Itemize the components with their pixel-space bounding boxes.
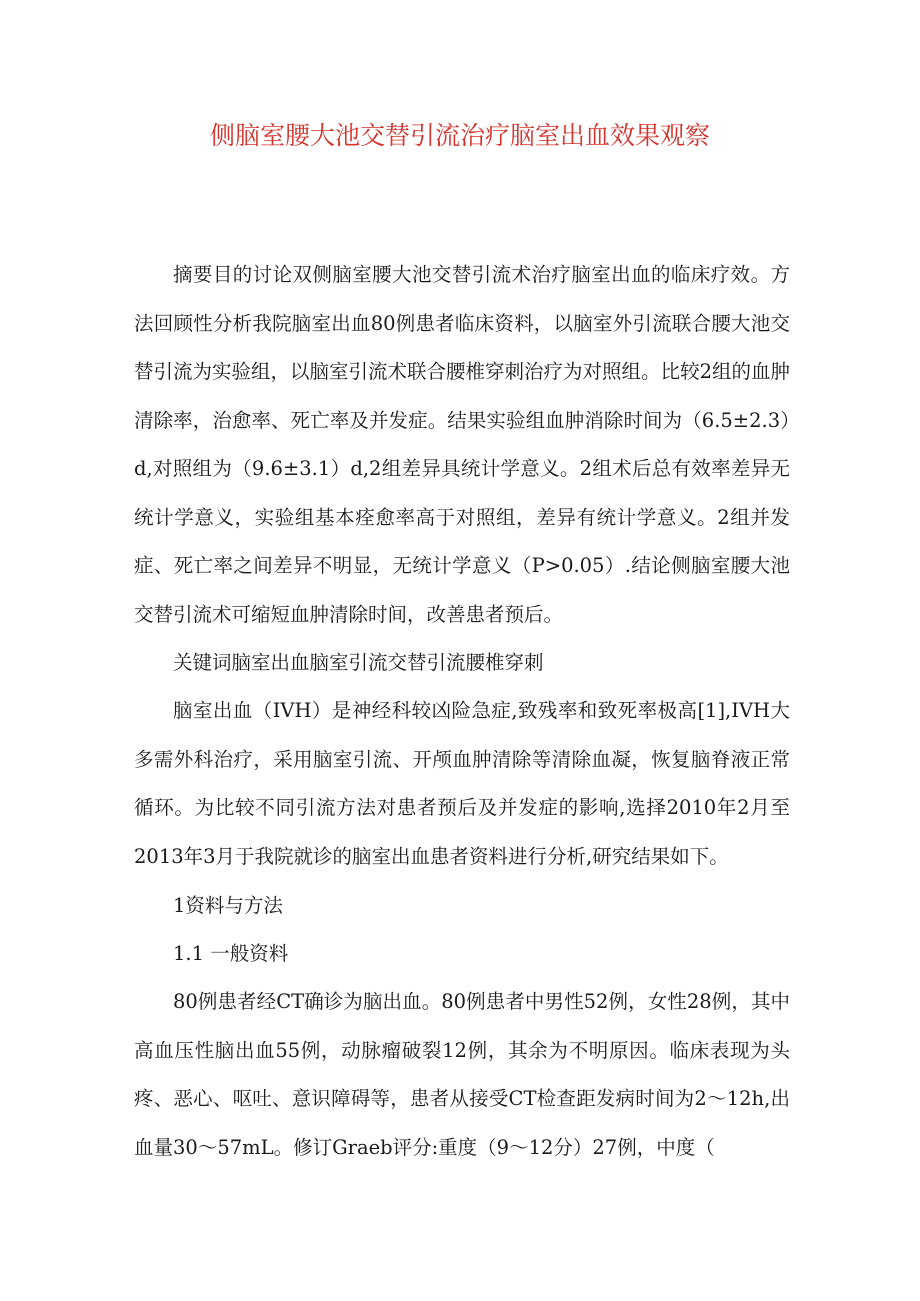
intro-paragraph [134, 687, 790, 881]
section-heading [134, 882, 790, 931]
intro-text: 脑室出血（IVH）是神经科较凶险急症,致残率和致死率极高[1],IVH大多需外科治疗，采用脑室引流、开颅血肿清除等清除血凝，恢复脑脊液正常循环。为比较不同引流方法对患者预后及并发症的影响,选择2010年2月至2013年3月于我院就诊的脑室出血患者资料进行分析,研究结果如下。 [134, 699, 790, 868]
general-data-text: 80例患者经CT确诊为脑出血。80例患者中男性52例，女性28例，其中高血压性脑出血55例，动脉瘤破裂12例，其余为不明原因。临床表现为头疼、恶心、呕吐、意识障碍等，患者从接受CT检查距发病时间为2～12h,出血量30～57mL。修订Graeb评分:重度（9～12分）27例，中度（ [134, 990, 790, 1159]
abstract-text: 摘要目的讨论双侧脑室腰大池交替引流术治疗脑室出血的临床疗效。方法回顾性分析我院脑室出血80例患者临床资料，以脑室外引流联合腰大池交替引流为实验组，以脑室引流术联合腰椎穿刺治疗为对照组。比较2组的血肿清除率，治愈率、死亡率及并发症。结果实验组血肿消除时间为（6.5±2.3）d,对照组为（9.6±3.1）d,2组差异具统计学意义。2组术后总有效率差异无统计学意义，实验组基本痊愈率高于对照组，差异有统计学意义。2组并发症、死亡率之间差异不明显，无统计学意义（P>0.05）.结论侧脑室腰大池交替引流术可缩短血肿清除时间，改善患者预后。 [134, 263, 790, 626]
keywords-text: 关键词脑室出血脑室引流交替引流腰椎穿刺 [173, 651, 544, 674]
subsection-heading [134, 930, 790, 979]
document-title: 侧脑室腰大池交替引流治疗脑室出血效果观察 [209, 121, 710, 150]
subsection-heading-text: 1.1 一般资料 [173, 942, 289, 965]
abstract-paragraph [134, 251, 790, 639]
keywords-paragraph [134, 639, 790, 688]
general-data-paragraph [134, 978, 790, 1172]
section-heading-text: 1资料与方法 [173, 894, 283, 917]
